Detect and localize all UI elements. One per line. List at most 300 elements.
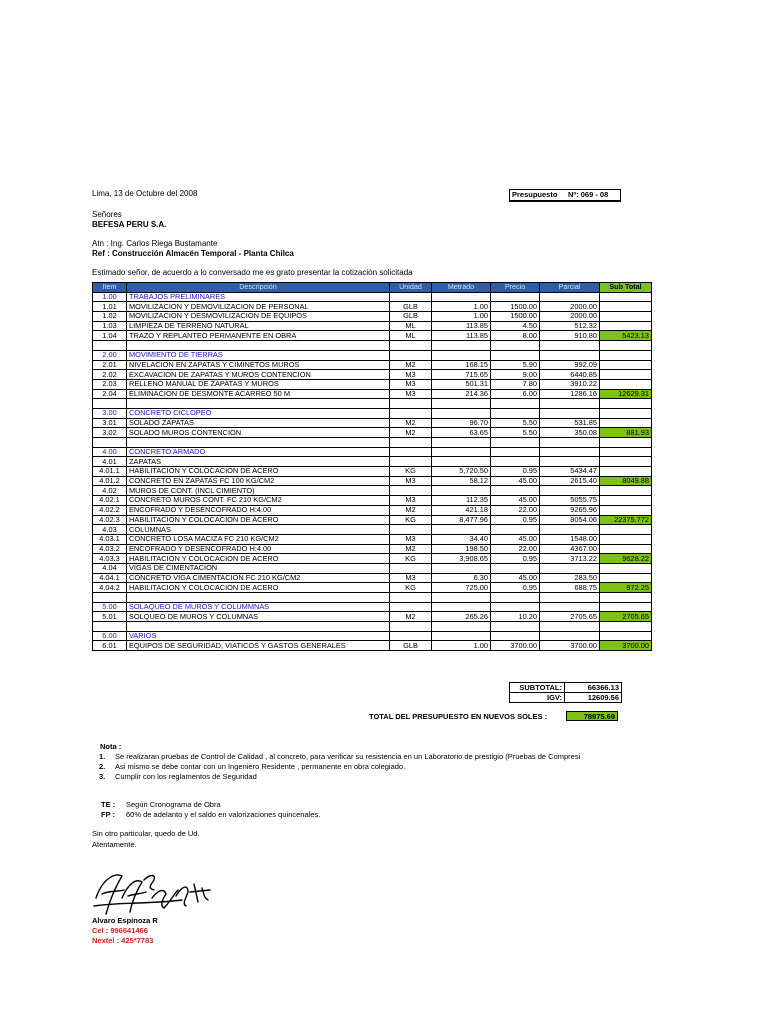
cell-partial: 4367.00 — [540, 544, 600, 554]
cell-unit: M3 — [390, 573, 432, 583]
cell-price: 45.00 — [491, 496, 540, 506]
handwritten-signature-icon — [92, 868, 216, 920]
cell-unit — [390, 622, 432, 632]
cell-unit: M3 — [390, 476, 432, 486]
note-item — [99, 752, 580, 762]
cell-partial: 2615.40 — [540, 476, 600, 486]
cell-subtotal — [600, 302, 652, 312]
cell-price: 22.00 — [491, 505, 540, 515]
cell-item: 4.04 — [93, 563, 127, 573]
cell-partial — [540, 350, 600, 360]
cell-partial: 5055.75 — [540, 496, 600, 506]
table-section-row — [93, 457, 652, 467]
cell-price: 5.50 — [491, 428, 540, 438]
cell-unit: M2 — [390, 505, 432, 515]
table-section-row — [93, 563, 652, 573]
cell-description: SOLADO ZAPATAS — [127, 418, 390, 428]
cell-metrado — [432, 486, 491, 496]
cell-subtotal — [600, 292, 652, 302]
table-section-row — [93, 350, 652, 360]
table-row — [93, 515, 652, 525]
cell-unit — [390, 447, 432, 457]
note-item — [99, 762, 580, 772]
closing-line-2: Atentamente. — [92, 840, 137, 849]
cell-item: 6.00 — [93, 631, 127, 641]
cell-item: 1.03 — [93, 321, 127, 331]
cell-partial — [540, 563, 600, 573]
cell-metrado: 113.85 — [432, 321, 491, 331]
cell-partial — [540, 525, 600, 535]
cell-subtotal — [600, 360, 652, 370]
subtotal-label: SUBTOTAL: — [510, 683, 565, 693]
cell-metrado: 1.00 — [432, 312, 491, 322]
note-item — [99, 772, 580, 782]
cell-unit — [390, 563, 432, 573]
header-partial: Parcial — [540, 283, 600, 293]
cell-description: MUROS DE CONT. (INCL CIMIENTO) — [127, 486, 390, 496]
cell-description: MOVIMIENTO DE TIERRAS — [127, 350, 390, 360]
cell-subtotal — [600, 467, 652, 477]
cell-partial: 910.80 — [540, 331, 600, 341]
cell-item: 3.02 — [93, 428, 127, 438]
reference-line: Ref : Construcción Almacén Temporal - Planta Chilca — [92, 249, 294, 258]
cell-item: 4.01.1 — [93, 467, 127, 477]
total-value: 78975.69 — [566, 711, 618, 721]
table-row — [93, 302, 652, 312]
cell-item: 1.02 — [93, 312, 127, 322]
cell-metrado — [432, 622, 491, 632]
te-label: TE : — [101, 800, 116, 809]
cell-description: VARIOS — [127, 631, 390, 641]
cell-partial — [540, 593, 600, 603]
table-spacer-row — [93, 438, 652, 448]
cell-price: 10.20 — [491, 612, 540, 622]
table-row — [93, 583, 652, 593]
cell-item — [93, 622, 127, 632]
note-number: 2. — [99, 762, 106, 771]
cell-metrado: 421.18 — [432, 505, 491, 515]
header-item: Item — [93, 283, 127, 293]
cell-metrado: 198.50 — [432, 544, 491, 554]
table-row — [93, 379, 652, 389]
igv-label: IGV: — [510, 693, 565, 703]
cell-partial — [540, 622, 600, 632]
cell-description: ZAPATAS — [127, 457, 390, 467]
table-section-row — [93, 486, 652, 496]
table-spacer-row — [93, 593, 652, 603]
cell-item: 4.03 — [93, 525, 127, 535]
header-unit: Unidad — [390, 283, 432, 293]
totals-table — [509, 682, 622, 703]
cell-item: 4.01 — [93, 457, 127, 467]
cell-metrado: 113.85 — [432, 331, 491, 341]
table-spacer-row — [93, 622, 652, 632]
table-spacer-row — [93, 399, 652, 409]
cell-price — [491, 593, 540, 603]
table-row — [93, 418, 652, 428]
cell-subtotal — [600, 312, 652, 322]
cell-item — [93, 399, 127, 409]
cell-description: MOVILIZACION Y DESMOVILIZACION DE EQUIPOS — [127, 312, 390, 322]
table-section-row — [93, 602, 652, 612]
cell-description — [127, 593, 390, 603]
cell-partial — [540, 602, 600, 612]
cell-metrado: 1.00 — [432, 641, 491, 651]
cell-metrado — [432, 408, 491, 418]
cell-description: CONCRETO CICLOPEO — [127, 408, 390, 418]
cell-subtotal: 8049.88 — [600, 476, 652, 486]
cell-subtotal — [600, 525, 652, 535]
cell-subtotal — [600, 505, 652, 515]
table-section-row — [93, 408, 652, 418]
budget-table — [92, 282, 652, 651]
cell-subtotal: 22375.772 — [600, 515, 652, 525]
cell-metrado: 63.65 — [432, 428, 491, 438]
cell-unit — [390, 525, 432, 535]
table-row — [93, 554, 652, 564]
cell-price: 3700.00 — [491, 641, 540, 651]
table-section-row — [93, 525, 652, 535]
cell-unit: KG — [390, 583, 432, 593]
cell-price: 5.90 — [491, 360, 540, 370]
subtotal-value: 66366.13 — [565, 683, 622, 693]
cell-partial — [540, 447, 600, 457]
cell-price: 22.00 — [491, 544, 540, 554]
cell-price: 0.95 — [491, 467, 540, 477]
cell-partial — [540, 631, 600, 641]
cell-description: TRABAJOS PRELIMINARES — [127, 292, 390, 302]
cell-subtotal — [600, 438, 652, 448]
table-row — [93, 573, 652, 583]
cell-item: 4.02.2 — [93, 505, 127, 515]
cell-partial: 2000.00 — [540, 312, 600, 322]
table-row — [93, 467, 652, 477]
cell-metrado: 34.40 — [432, 534, 491, 544]
cell-metrado: 96.70 — [432, 418, 491, 428]
cell-item: 4.03.1 — [93, 534, 127, 544]
cell-price: 9.00 — [491, 370, 540, 380]
cell-description: CONCRETO LOSA MACIZA FC 210 KG/CM2 — [127, 534, 390, 544]
cell-metrado: 725.00 — [432, 583, 491, 593]
cell-subtotal — [600, 399, 652, 409]
signer-name: Alvaro Espinoza R — [92, 916, 158, 925]
table-spacer-row — [93, 341, 652, 351]
cell-unit: KG — [390, 554, 432, 564]
cell-partial: 6440.85 — [540, 370, 600, 380]
cell-description: CONCRETO ARMADO — [127, 447, 390, 457]
cell-metrado — [432, 602, 491, 612]
cell-unit: GLB — [390, 312, 432, 322]
cell-unit: M2 — [390, 544, 432, 554]
cell-metrado — [432, 350, 491, 360]
table-row — [93, 360, 652, 370]
cell-price: 8.00 — [491, 331, 540, 341]
cell-partial: 8054.06 — [540, 515, 600, 525]
table-row — [93, 544, 652, 554]
cell-unit: M3 — [390, 534, 432, 544]
cell-description: RELLENO MANUAL DE ZAPATAS Y MUROS — [127, 379, 390, 389]
cell-item: 4.02.3 — [93, 515, 127, 525]
cell-price: 45.00 — [491, 534, 540, 544]
cell-unit: M3 — [390, 379, 432, 389]
budget-number: Nº: 069 - 08 — [568, 190, 609, 199]
cell-price: 0.95 — [491, 583, 540, 593]
cell-partial: 350.08 — [540, 428, 600, 438]
cell-partial: 9265.96 — [540, 505, 600, 515]
cell-subtotal — [600, 418, 652, 428]
note-text: Se realizaran pruebas de Control de Calidad , al concreto, para verificar su resistencia en un Laboratorio de prestigio (Pruebas de Compresi — [115, 752, 581, 761]
cell-item — [93, 341, 127, 351]
cell-item — [93, 438, 127, 448]
igv-row — [510, 693, 622, 703]
cell-metrado: 168.15 — [432, 360, 491, 370]
table-body — [93, 292, 652, 650]
attention-line: Atn : Ing. Carlos Riega Bustamante — [92, 239, 218, 248]
cell-description: NIVELACION EN ZAPATAS Y CIMINETOS MUROS — [127, 360, 390, 370]
cell-subtotal — [600, 379, 652, 389]
cell-description: SOLQUEO DE MUROS Y COLUMNAS — [127, 612, 390, 622]
cell-partial: 2705.65 — [540, 612, 600, 622]
cell-partial: 3700.00 — [540, 641, 600, 651]
cell-item: 2.00 — [93, 350, 127, 360]
cell-metrado: 1.00 — [432, 302, 491, 312]
cell-metrado: 265.26 — [432, 612, 491, 622]
budget-number-box — [509, 189, 621, 202]
cell-metrado — [432, 399, 491, 409]
cell-price — [491, 622, 540, 632]
cell-subtotal — [600, 486, 652, 496]
cell-subtotal — [600, 496, 652, 506]
cell-unit: ML — [390, 331, 432, 341]
cell-description: HABILITACION Y COLOCACION DE ACERO — [127, 467, 390, 477]
cell-subtotal — [600, 370, 652, 380]
cell-unit: M2 — [390, 360, 432, 370]
cell-description: CONCRETO EN ZAPATAS FC 100 KG/CM2 — [127, 476, 390, 486]
cell-subtotal — [600, 622, 652, 632]
cell-subtotal — [600, 457, 652, 467]
cell-price: 45.00 — [491, 476, 540, 486]
note-number: 1. — [99, 752, 106, 761]
cell-price: 5.50 — [491, 418, 540, 428]
cell-metrado — [432, 631, 491, 641]
cell-description: EQUIPOS DE SEGURIDAD, VIATICOS Y GASTOS GENERALES — [127, 641, 390, 651]
table-row — [93, 370, 652, 380]
cell-unit — [390, 292, 432, 302]
note-number: 3. — [99, 772, 106, 781]
cell-unit: M2 — [390, 428, 432, 438]
cell-price: 4.50 — [491, 321, 540, 331]
cell-metrado — [432, 292, 491, 302]
cell-unit: M3 — [390, 389, 432, 399]
cell-subtotal: 2705.65 — [600, 612, 652, 622]
notes-section — [99, 742, 580, 782]
note-text: Cumplir con los reglamentos de Seguridad — [115, 772, 257, 781]
cell-description: CONCRETO VIGA CIMENTACION FC 210 KG/CM2 — [127, 573, 390, 583]
cell-metrado — [432, 438, 491, 448]
fp-label: FP : — [101, 810, 116, 819]
cell-description: CONCRETO MUROS CONT. FC 210 KG/CM2 — [127, 496, 390, 506]
cell-description: LIMPIEZA DE TERRENO NATURAL — [127, 321, 390, 331]
cell-description: VIGAS DE CIMENTACION — [127, 563, 390, 573]
cell-subtotal: 9628.22 — [600, 554, 652, 564]
cell-price: 45.00 — [491, 573, 540, 583]
cell-metrado: 6.30 — [432, 573, 491, 583]
cell-item: 4.02.1 — [93, 496, 127, 506]
cell-item: 2.01 — [93, 360, 127, 370]
cell-price — [491, 457, 540, 467]
table-row — [93, 496, 652, 506]
cell-unit: KG — [390, 515, 432, 525]
cell-partial: 3910.22 — [540, 379, 600, 389]
cell-partial: 531.85 — [540, 418, 600, 428]
cell-price — [491, 631, 540, 641]
cell-subtotal — [600, 447, 652, 457]
cell-partial: 512.32 — [540, 321, 600, 331]
cell-item: 2.03 — [93, 379, 127, 389]
cell-metrado — [432, 341, 491, 351]
cell-price — [491, 292, 540, 302]
cell-metrado — [432, 525, 491, 535]
igv-value: 12609.56 — [565, 693, 622, 703]
table-row — [93, 534, 652, 544]
cell-metrado: 112.35 — [432, 496, 491, 506]
cell-metrado: 5,720.50 — [432, 467, 491, 477]
cell-subtotal — [600, 631, 652, 641]
cell-metrado — [432, 457, 491, 467]
signer-nextel: Nextel : 425*7783 — [92, 936, 154, 945]
cell-description: ENCOFRADO Y DESENCOFRADO H:4.00 — [127, 544, 390, 554]
cell-price — [491, 438, 540, 448]
cell-description: SOLADO MUROS CONTENCION — [127, 428, 390, 438]
cell-price — [491, 486, 540, 496]
header-metrado: Metrado — [432, 283, 491, 293]
cell-partial — [540, 408, 600, 418]
cell-subtotal — [600, 544, 652, 554]
cell-price — [491, 447, 540, 457]
salutation: Señores — [92, 210, 122, 219]
cell-subtotal: 972.25 — [600, 583, 652, 593]
cell-price: 1500.00 — [491, 302, 540, 312]
cell-description: COLUMNAS — [127, 525, 390, 535]
cell-partial: 283.50 — [540, 573, 600, 583]
notes-title: Nota : — [100, 742, 122, 751]
table-section-row — [93, 447, 652, 457]
fp-text: 60% de adelanto y el saldo en valorizaciones quincenales. — [126, 810, 321, 819]
cell-unit — [390, 341, 432, 351]
cell-partial — [540, 399, 600, 409]
cell-subtotal — [600, 350, 652, 360]
cell-description: EXCAVACION DE ZAPATAS Y MUROS CONTENCION — [127, 370, 390, 380]
table-row — [93, 321, 652, 331]
table-header-row — [93, 283, 652, 293]
cell-price: 0.95 — [491, 515, 540, 525]
cell-price: 1500.00 — [491, 312, 540, 322]
cell-item — [93, 593, 127, 603]
cell-item: 4.04.1 — [93, 573, 127, 583]
cell-item: 3.01 — [93, 418, 127, 428]
cell-subtotal: 881.93 — [600, 428, 652, 438]
cell-item: 4.04.2 — [93, 583, 127, 593]
total-label: TOTAL DEL PRESUPUESTO EN NUEVOS SOLES : — [369, 712, 548, 721]
signer-cel: Cel : 996641466 — [92, 926, 148, 935]
cell-price: 7.80 — [491, 379, 540, 389]
cell-partial — [540, 486, 600, 496]
cell-unit — [390, 408, 432, 418]
closing-line-1: Sin otro particular, quedo de Ud. — [92, 829, 200, 838]
cell-partial — [540, 457, 600, 467]
cell-item: 1.01 — [93, 302, 127, 312]
table-row — [93, 312, 652, 322]
place-date: Lima, 13 de Octubre del 2008 — [92, 189, 198, 198]
cell-subtotal — [600, 321, 652, 331]
cell-price — [491, 563, 540, 573]
cell-item: 1.04 — [93, 331, 127, 341]
cell-unit: KG — [390, 467, 432, 477]
cell-price — [491, 408, 540, 418]
cell-partial — [540, 292, 600, 302]
cell-price — [491, 350, 540, 360]
cell-item: 2.04 — [93, 389, 127, 399]
cell-description: HABILITACION Y COLOCACION DE ACERO — [127, 515, 390, 525]
cell-description: MOVILIZACION Y DEMOVILIZACION DE PERSONAL — [127, 302, 390, 312]
cell-description: HABILITACION Y COLOCACION DE ACERO — [127, 583, 390, 593]
intro-text: Estimado señor, de acuerdo a lo conversado me es grato presentar la cotización solicitada — [92, 268, 413, 277]
cell-item: 4.01.2 — [93, 476, 127, 486]
cell-subtotal: 5423.13 — [600, 331, 652, 341]
header-subtotal: Sub Total — [600, 283, 652, 293]
cell-metrado: 715.65 — [432, 370, 491, 380]
cell-subtotal — [600, 593, 652, 603]
cell-unit — [390, 399, 432, 409]
cell-metrado — [432, 447, 491, 457]
cell-description — [127, 341, 390, 351]
table-row — [93, 389, 652, 399]
cell-item: 4.03.3 — [93, 554, 127, 564]
cell-unit — [390, 350, 432, 360]
cell-unit: M2 — [390, 612, 432, 622]
cell-description — [127, 438, 390, 448]
cell-partial — [540, 438, 600, 448]
cell-description: ENCOFRADO Y DESENCOFRADO H:4.00 — [127, 505, 390, 515]
header-price: Precio — [491, 283, 540, 293]
cell-subtotal: 3700.00 — [600, 641, 652, 651]
cell-metrado: 3,908.65 — [432, 554, 491, 564]
note-text: Asi mismo se debe contar con un Ingeniero Residente , permanente en obra colegiado. — [115, 762, 406, 771]
cell-description: TRAZO Y REPLANTEO PERMANENTE EN OBRA — [127, 331, 390, 341]
cell-item: 4.02 — [93, 486, 127, 496]
cell-price: 6.00 — [491, 389, 540, 399]
cell-description: HABILITACION Y COLOCACION DE ACERO — [127, 554, 390, 564]
company-name: BEFESA PERU S.A. — [92, 220, 167, 229]
cell-unit — [390, 438, 432, 448]
cell-subtotal — [600, 573, 652, 583]
cell-metrado — [432, 593, 491, 603]
cell-partial: 1548.00 — [540, 534, 600, 544]
cell-metrado: 214.36 — [432, 389, 491, 399]
cell-unit: GLB — [390, 641, 432, 651]
cell-unit — [390, 457, 432, 467]
table-section-row — [93, 292, 652, 302]
table-row — [93, 505, 652, 515]
cell-partial: 2000.00 — [540, 302, 600, 312]
cell-unit — [390, 593, 432, 603]
budget-label: Presupuesto — [512, 190, 558, 199]
cell-description: SOLAQUEO DE MUROS Y COLUMMNAS — [127, 602, 390, 612]
cell-price — [491, 341, 540, 351]
cell-partial: 992.09 — [540, 360, 600, 370]
cell-unit — [390, 486, 432, 496]
cell-item: 3.00 — [93, 408, 127, 418]
